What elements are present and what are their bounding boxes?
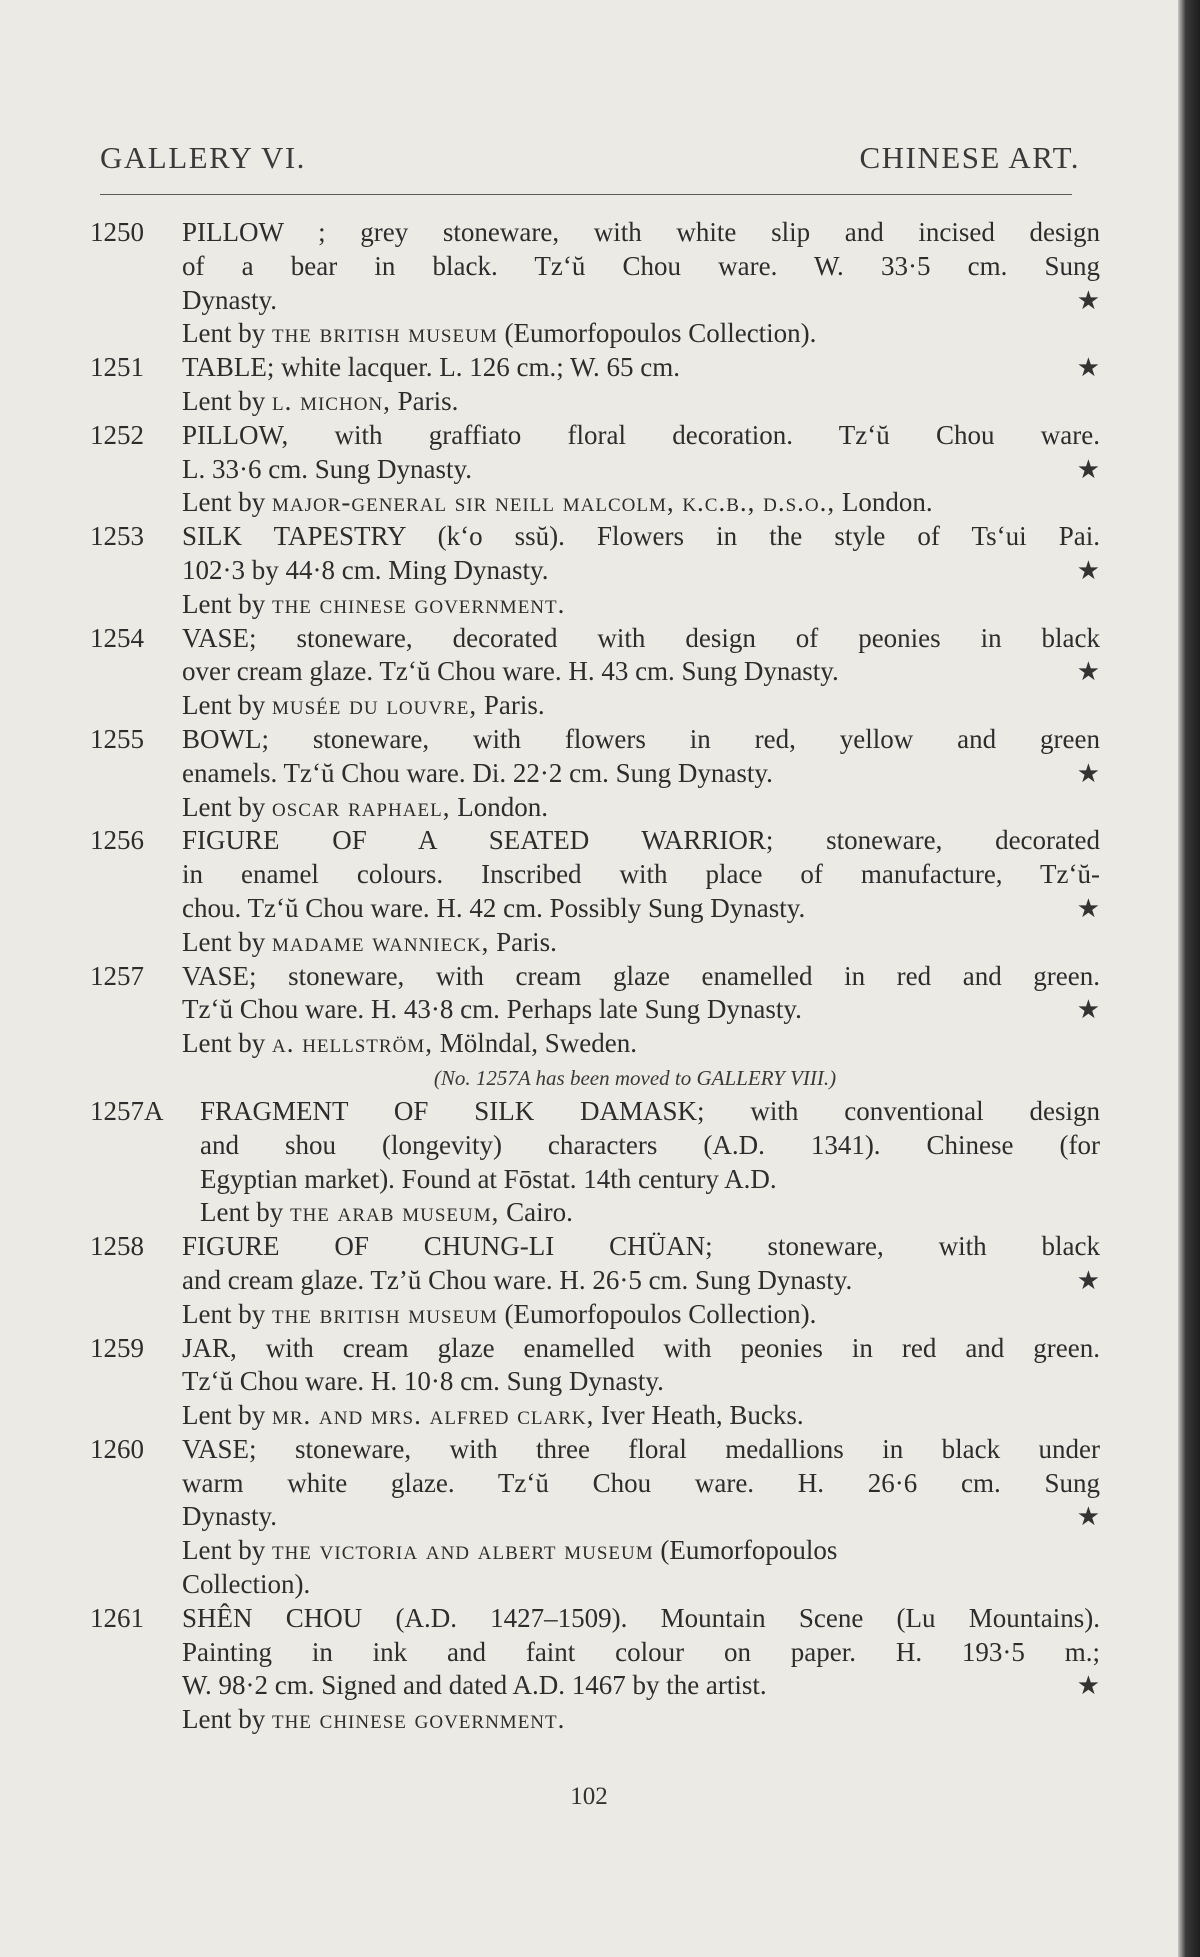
entry-description-line (182, 993, 1100, 1027)
lender-name: the british museum (271, 318, 498, 349)
lender-location: Paris. (489, 926, 557, 957)
entry-text: 102·3 by 44·8 cm. Ming Dynasty. (182, 554, 549, 585)
entry-description-line: FRAGMENT OF SILK DAMASK; with conventional design (200, 1095, 1100, 1126)
entry-description-line: PILLOW ; grey stoneware, with white slip and incised design (182, 217, 1100, 247)
entry-description-line (182, 1669, 1100, 1703)
entry-description-line (182, 1500, 1100, 1534)
lender-location: (Eumorfopoulos (653, 1535, 838, 1566)
star-icon: ★ (1076, 1502, 1100, 1532)
lender-name: the arab museum, (289, 1197, 500, 1228)
catalogue-entry (90, 960, 1100, 1061)
entry-description-line: FIGURE OF CHUNG-LI CHÜAN; stoneware, with black (182, 1231, 1100, 1262)
entry-text: and cream glaze. Tz’ŭ Chou ware. H. 26·5 cm. Sung Dynasty. (182, 1264, 853, 1295)
lent-by-label: Lent by (182, 588, 272, 619)
entry-text: W. 98·2 cm. Signed and dated A.D. 1467 by the artist. (182, 1670, 767, 1701)
entry-text: Dynasty. (182, 284, 277, 315)
star-icon: ★ (1076, 758, 1100, 788)
entry-number: 1252 (90, 419, 144, 450)
catalogue-entry (90, 1332, 1100, 1433)
entry-text: TABLE; white lacquer. L. 126 cm.; W. 65 cm. (182, 352, 680, 383)
entry-description-line (182, 892, 1100, 926)
entry-description-line: warm white glaze. Tz‘ŭ Chou ware. H. 26·6 cm. Sung (182, 1467, 1100, 1498)
lender-name: the chinese government. (271, 1704, 566, 1735)
star-icon: ★ (1076, 1671, 1100, 1701)
entry-text: Tz‘ŭ Chou ware. H. 43·8 cm. Perhaps late Sung Dynasty. (182, 994, 802, 1025)
lender-location: Paris. (477, 690, 545, 721)
lender-line (182, 1298, 1100, 1332)
entry-number: 1250 (90, 217, 144, 247)
star-icon: ★ (1076, 893, 1100, 923)
entry-number: 1253 (90, 521, 144, 552)
entry-description-line: VASE; stoneware, decorated with design of peonies in black (182, 622, 1100, 653)
entry-number: 1257A (90, 1095, 164, 1126)
lender-name: the chinese government. (271, 588, 566, 619)
lender-line (182, 1399, 1100, 1433)
entry-number: 1259 (90, 1332, 144, 1363)
lender-name: a. hellström, (271, 1028, 433, 1059)
entry-description-line (182, 453, 1100, 487)
lent-by-label: Lent by (200, 1197, 290, 1228)
lender-line (182, 689, 1100, 723)
lent-by-label: Lent by (182, 791, 272, 822)
lender-name: the victoria and albert museum (271, 1535, 654, 1566)
lender-location: London. (450, 791, 548, 822)
lender-line (182, 1027, 1100, 1061)
star-icon: ★ (1076, 555, 1100, 585)
entry-number: 1256 (90, 825, 144, 856)
entry-description-line (182, 554, 1100, 588)
entry-description-line: Tz‘ŭ Chou ware. H. 10·8 cm. Sung Dynasty. (182, 1366, 664, 1397)
catalogue-entry (90, 351, 1100, 419)
header-rule (100, 194, 1072, 195)
catalogue-entry (90, 1602, 1100, 1737)
catalogue-entry (90, 723, 1100, 824)
lender-line (182, 385, 1100, 419)
entry-number: 1255 (90, 723, 144, 754)
lender-location: Paris. (390, 385, 459, 416)
lent-by-label: Lent by (182, 926, 272, 957)
catalogue-entry (90, 1095, 1100, 1230)
entry-description-line: and shou (longevity) characters (A.D. 1341). Chinese (for (200, 1129, 1100, 1160)
entry-description-line: SILK TAPESTRY (k‘o ssŭ). Flowers in the style of Ts‘ui Pai. (182, 521, 1100, 552)
star-icon: ★ (1076, 353, 1100, 383)
entry-description-line: VASE; stoneware, with cream glaze enamelled in red and green. (182, 960, 1100, 991)
lender-name: musée du louvre, (271, 690, 478, 721)
entry-number: 1260 (90, 1433, 144, 1464)
entry-description-line: BOWL; stoneware, with flowers in red, yellow and green (182, 723, 1100, 754)
entry-description-line: Egyptian market). Found at Fōstat. 14th century A.D. (200, 1163, 777, 1194)
entry-text: over cream glaze. Tz‘ŭ Chou ware. H. 43 cm. Sung Dynasty. (182, 656, 839, 687)
entry-description-line: Painting in ink and faint colour on paper. H. 193·5 m.; (182, 1636, 1100, 1667)
catalogue-entry (90, 622, 1100, 723)
lent-by-label: Lent by (182, 385, 272, 416)
lender-location: (Eumorfopoulos Collection). (497, 1298, 817, 1329)
entry-text: enamels. Tz‘ŭ Chou ware. Di. 22·2 cm. Sung Dynasty. (182, 757, 773, 788)
section-heading: CHINESE ART. (859, 140, 1080, 175)
lender-location: Iver Heath, Bucks. (594, 1400, 804, 1431)
entry-description-line (182, 1264, 1100, 1298)
lender-name: mr. and mrs. alfred clark, (271, 1400, 595, 1431)
lender-line (182, 791, 1100, 825)
star-icon: ★ (1076, 1265, 1100, 1295)
entry-description-line: JAR, with cream glaze enamelled with peonies in red and green. (182, 1332, 1100, 1363)
lender-line (182, 1703, 1100, 1737)
lent-by-label: Lent by (182, 487, 272, 518)
entry-description-line: SHÊN CHOU (A.D. 1427–1509). Mountain Scene (Lu Mountains). (182, 1602, 1100, 1633)
entry-description-line: VASE; stoneware, with three floral medallions in black under (182, 1433, 1100, 1464)
entry-text: L. 33·6 cm. Sung Dynasty. (182, 453, 472, 484)
lent-by-label: Lent by (182, 690, 272, 721)
lent-by-label: Lent by (182, 318, 272, 349)
lender-line (200, 1196, 1100, 1230)
entry-number: 1261 (90, 1602, 144, 1633)
lent-by-label: Lent by (182, 1400, 272, 1431)
lender-location: Cairo. (499, 1197, 573, 1228)
lender-name: l. michon, (271, 385, 391, 416)
lender-name: major-general sir neill malcolm, k.c.b., d.s.o., (271, 487, 836, 518)
lender-line (182, 588, 1100, 622)
lender-location: Mölndal, Sweden. (432, 1028, 637, 1059)
entry-number: 1258 (90, 1231, 144, 1262)
entry-description-line (182, 655, 1100, 689)
relocation-note: (No. 1257A has been moved to GALLERY VIII.) (433, 1065, 837, 1090)
lender-line (182, 1534, 1100, 1568)
lender-line-continued: Collection). (182, 1569, 311, 1600)
catalogue-entry (90, 520, 1100, 621)
lender-line (182, 317, 1100, 351)
lender-name: oscar raphael, (271, 791, 451, 822)
lender-line (182, 486, 1100, 520)
catalogue-entry (90, 1433, 1100, 1602)
lent-by-label: Lent by (182, 1704, 272, 1735)
gallery-heading: GALLERY VI. (100, 140, 306, 175)
entry-description-line (182, 757, 1100, 791)
star-icon: ★ (1076, 657, 1100, 687)
lender-name: madame wannieck, (271, 926, 490, 957)
star-icon: ★ (1076, 995, 1100, 1025)
entry-text: Dynasty. (182, 1501, 277, 1532)
catalogue-entry (90, 419, 1100, 520)
lender-location: (Eumorfopoulos Collection). (497, 318, 817, 349)
lent-by-label: Lent by (182, 1028, 272, 1059)
star-icon: ★ (1076, 285, 1100, 315)
catalogue-entry (90, 824, 1100, 959)
entry-description-line: of a bear in black. Tz‘ŭ Chou ware. W. 33·5 cm. Sung (182, 250, 1100, 281)
entry-description-line: in enamel colours. Inscribed with place of manufacture, Tz‘ŭ- (182, 859, 1100, 890)
entry-number: 1257 (90, 960, 144, 991)
entry-description-line: FIGURE OF A SEATED WARRIOR; stoneware, decorated (182, 825, 1100, 856)
lender-location: London. (835, 487, 933, 518)
lender-line (182, 926, 1100, 960)
catalogue-entry (90, 1230, 1100, 1331)
entry-number: 1251 (90, 352, 144, 383)
page-number: 102 (570, 1783, 608, 1810)
entry-description-line (182, 351, 1100, 385)
entry-number: 1254 (90, 622, 144, 653)
book-edge (1178, 0, 1200, 1957)
running-header (100, 140, 1080, 184)
lent-by-label: Lent by (182, 1535, 272, 1566)
star-icon: ★ (1076, 454, 1100, 484)
lent-by-label: Lent by (182, 1298, 272, 1329)
lender-name: the british museum (271, 1298, 498, 1329)
entry-text: chou. Tz‘ŭ Chou ware. H. 42 cm. Possibly Sung Dynasty. (182, 892, 806, 923)
entry-description-line: PILLOW, with graffiato floral decoration. Tz‘ŭ Chou ware. (182, 419, 1100, 450)
catalogue-entries (90, 216, 1100, 1737)
catalogue-entry (90, 216, 1100, 351)
entry-description-line (182, 284, 1100, 318)
